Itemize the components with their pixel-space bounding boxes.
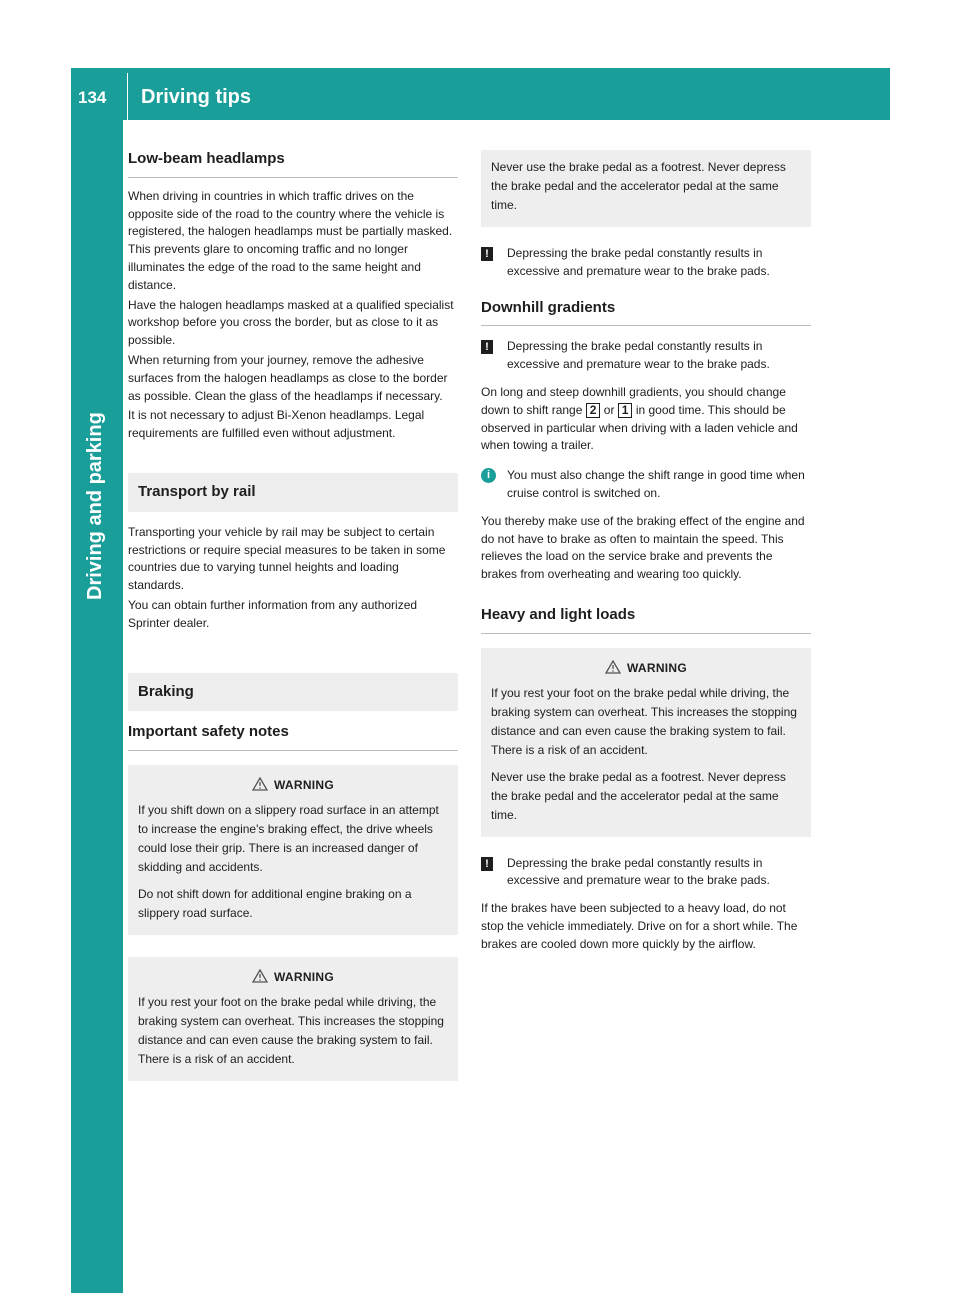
page-number: 134 [78, 88, 107, 107]
warning-triangle-icon [252, 969, 268, 983]
heavy-loads-heading: Heavy and light loads [481, 606, 811, 634]
info-icon: i [481, 468, 496, 483]
lowbeam-heading: Low-beam headlamps [128, 150, 458, 178]
page-title: Driving tips [141, 86, 252, 108]
note: ! Depressing the brake pedal constantly results in excessive and premature wear to the brake pads. [481, 245, 811, 281]
side-tab [71, 68, 123, 1293]
note: ! Depressing the brake pedal constantly results in excessive and premature wear to the brake pads. [481, 338, 811, 374]
warning-text: Never use the brake pedal as a footrest. Never depress the brake pedal and the accelerator pedal at the same time. [491, 160, 786, 212]
lowbeam-paragraph: It is not necessary to adjust Bi-Xenon headlamps. Legal requirements are fulfilled even without adjustment. [128, 408, 425, 441]
exclamation-icon: ! [481, 857, 493, 871]
exclamation-icon: ! [481, 340, 493, 354]
downhill-paragraph: You thereby make use of the braking effect of the engine and do not have to brake as often to maintain the speed. This relieves the load on the service brake and prevents the brakes from overheating and wearing too quickly. [481, 513, 805, 582]
warning-text: If you rest your foot on the brake pedal while driving, the braking system can overheat. This increases the stopping distance and can even cause the braking system to fail. There is a risk of an accident. [491, 685, 797, 757]
warning-text: If you shift down on a slippery road surface in an attempt to increase the engine's braking effect, the drive wheels could lose their grip. There is an increased danger of skidding and accidents. [138, 802, 439, 874]
warning-triangle-icon [252, 777, 268, 791]
info-note: i You must also change the shift range in good time when cruise control is switched on. [481, 467, 811, 503]
note: ! Depressing the brake pedal constantly results in excessive and premature wear to the brake pads. [481, 855, 811, 891]
downhill-heading: Downhill gradients [481, 299, 811, 327]
braking-section-header: Braking [128, 673, 458, 712]
warning-box [128, 765, 458, 935]
warning-text: If you rest your foot on the brake pedal while driving, the braking system can overheat. This increases the stopping distance and can even cause the braking system to fail. There is a risk of an accident. [138, 994, 444, 1066]
shift-range-2-key: 2 [586, 403, 601, 418]
warning-text: Do not shift down for additional engine braking on a slippery road surface. [138, 886, 412, 920]
warning-box [128, 957, 458, 1081]
warning-header: WARNING [138, 777, 448, 795]
exclamation-icon: ! [481, 247, 493, 261]
warning-text: Never use the brake pedal as a footrest. Never depress the brake pedal and the accelerator pedal at the same time. [491, 769, 786, 822]
warning-triangle-icon [605, 660, 621, 674]
shift-range-1-key: 1 [618, 403, 633, 418]
warning-header: WARNING [138, 969, 448, 987]
rail-paragraph: You can obtain further information from any authorized Sprinter dealer. [128, 597, 418, 630]
warning-box [481, 648, 811, 837]
lowbeam-paragraph: Have the halogen headlamps masked at a qualified specialist workshop before you cross the border, but as close to it as possible. [128, 297, 454, 348]
right-column [481, 150, 811, 956]
warning-header: WARNING [491, 660, 801, 678]
rail-paragraph: Transporting your vehicle by rail may be subject to certain restrictions or require special measures to be taken in some countries due to varying tunnel heights and loading standards. [128, 524, 446, 593]
downhill-paragraph: On long and steep downhill gradients, you should change down to shift range 2 or 1 in good time. This should be observed in particular when driving with a laden vehicle and when towing a trailer. [481, 384, 798, 453]
warning-continuation-box [481, 150, 811, 227]
safety-heading: Important safety notes [128, 723, 458, 751]
lowbeam-paragraph: When driving in countries in which traffic drives on the opposite side of the road to the country where the vehicle is registered, the halogen headlamps must be partially masked. This prevents glare to oncoming traffic and no longer illuminates the edge of the road to the same height and distance. [128, 188, 453, 292]
left-column [128, 150, 458, 1099]
lowbeam-paragraph: When returning from your journey, remove the adhesive surfaces from the halogen headlamps as close to the border as possible. Clean the glass of the headlamps if necessary. [128, 352, 448, 403]
side-label [84, 544, 104, 600]
header-divider [127, 73, 128, 120]
rail-section-header: Transport by rail [128, 473, 458, 512]
heavy-loads-paragraph: If the brakes have been subjected to a heavy load, do not stop the vehicle immediately. Drive on for a short while. The brakes are cooled down more quickly by the airflow. [481, 901, 798, 951]
